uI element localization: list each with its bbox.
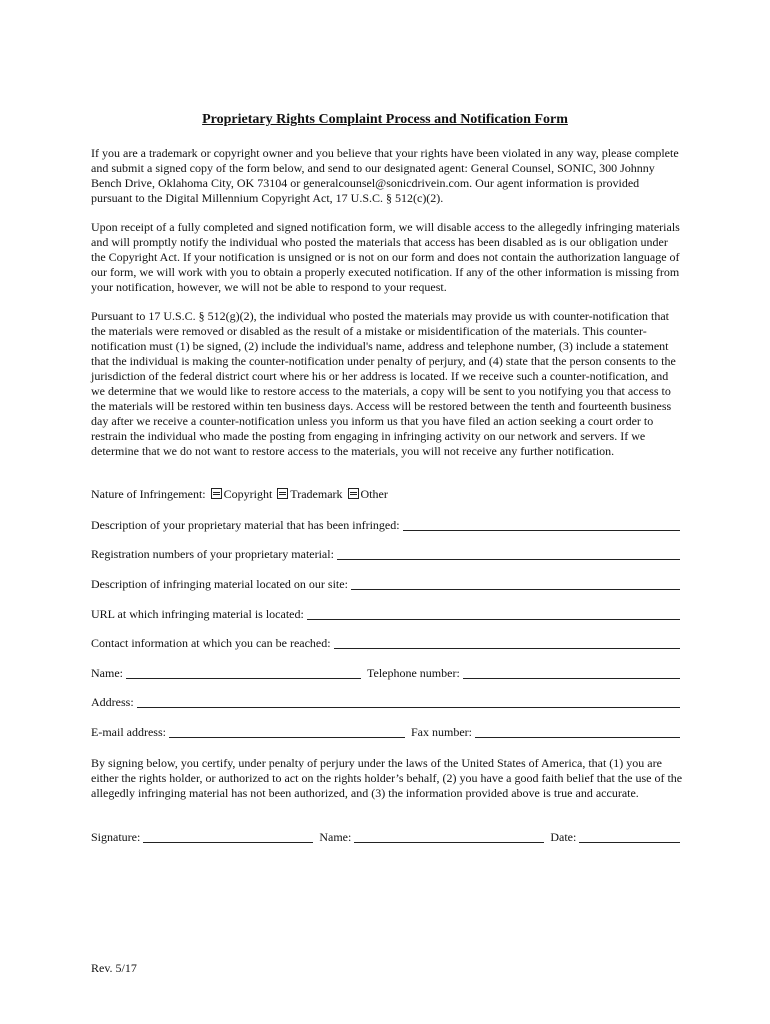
contact-label: Contact information at which you can be reached: <box>91 636 331 650</box>
nature-label: Nature of Infringement: <box>91 487 206 501</box>
address-row <box>91 694 680 710</box>
trademark-option-label: Trademark <box>290 487 343 501</box>
registration-row <box>91 546 680 562</box>
signature-field[interactable] <box>143 830 313 843</box>
date-label: Date: <box>550 830 577 844</box>
email-field[interactable] <box>169 725 405 738</box>
description-own-field[interactable] <box>403 518 680 531</box>
description-infringing-row <box>91 576 680 592</box>
intro-paragraph: If you are a trademark or copyright owner and you believe that your rights have been violated in any way, please complete and submit a signed copy of the form below, and send to our designated agent: General Counsel, SONIC, 300 Johnny Bench Drive, Oklahoma City, OK 73104 or generalcounsel@sonicdrivein.com. Our agent information is provided pursuant to the Digital Millennium Copyright Act, 17 U.S.C. § 512(c)(2). <box>91 146 679 205</box>
address-label: Address: <box>91 695 134 709</box>
name-label: Name: <box>91 666 123 680</box>
signature-name-label: Name: <box>319 830 352 844</box>
copyright-checkbox[interactable] <box>211 488 222 499</box>
telephone-label: Telephone number: <box>367 666 460 680</box>
url-field[interactable] <box>307 607 680 620</box>
copyright-option-label: Copyright <box>223 487 273 501</box>
receipt-paragraph: Upon receipt of a fully completed and signed notification form, we will disable access to the allegedly infringing materials and will promptly notify the individual who posted the materials that access has been disabled as is our obligation under the Copyright Act. If your notification is unsigned or is not on our form and does not contain the authorization language of our form, we will work with you to obtain a properly executed notification. If any of the other information is missing from your notification, however, we will not be able to respond to your request. <box>91 220 680 294</box>
page-title: Proprietary Rights Complaint Process and Notification Form <box>202 112 568 127</box>
signature-row <box>91 829 680 845</box>
email-fax-row <box>91 724 680 740</box>
trademark-checkbox[interactable] <box>277 488 288 499</box>
date-field[interactable] <box>579 830 680 843</box>
fax-field[interactable] <box>475 725 680 738</box>
address-field[interactable] <box>137 695 680 708</box>
email-label: E-mail address: <box>91 725 166 739</box>
name-field[interactable] <box>126 666 361 679</box>
description-own-label: Description of your proprietary material that has been infringed: <box>91 518 400 532</box>
signature-label: Signature: <box>91 830 141 844</box>
url-label: URL at which infringing material is located: <box>91 607 304 621</box>
description-infringing-label: Description of infringing material located on our site: <box>91 577 348 591</box>
description-own-row <box>91 517 680 533</box>
other-option-label: Other <box>360 487 388 501</box>
contact-row <box>91 635 680 651</box>
name-telephone-row <box>91 665 680 681</box>
other-checkbox[interactable] <box>348 488 359 499</box>
fax-label: Fax number: <box>410 725 472 739</box>
registration-label: Registration numbers of your proprietary material: <box>91 547 334 561</box>
contact-field[interactable] <box>334 636 680 649</box>
certification-paragraph: By signing below, you certify, under penalty of perjury under the laws of the United States of America, that (1) you are either the rights holder, or authorized to act on the rights holder’s behalf, (2) you have a good faith belief that the use of the allegedly infringing material has not been authorized, and (3) the information provided above is true and accurate. <box>91 756 683 800</box>
url-row <box>91 606 680 622</box>
telephone-field[interactable] <box>463 666 680 679</box>
counter-notification-paragraph: Pursuant to 17 U.S.C. § 512(g)(2), the individual who posted the materials may provide us with counter-notification that the materials were removed or disabled as the result of a mistake or misidentification of the materials. This counter-notification must (1) be signed, (2) include the individual's name, address and telephone number, (3) include a statement that the individual is making the counter-notification under penalty of perjury, and (4) state that the person consents to the jurisdiction of the federal district court where his or her address is located. If we receive such a counter-notification, and we determine that we would like to restore access to the materials, a copy will be sent to you notifying you that access to the materials will be restored within ten business days. Access will be restored between the tenth and fourteenth business day after we receive a counter-notification unless you inform us that you have filed an action seeking a court order to restrain the individual who made the posting from engaging in infringing activity on our network and servers. If we determine that we do not want to restore access to the materials, you will not receive any further notification. <box>91 309 676 458</box>
revision-footer: Rev. 5/17 <box>91 961 137 975</box>
signature-name-field[interactable] <box>354 830 544 843</box>
description-infringing-field[interactable] <box>351 577 680 590</box>
nature-of-infringement <box>91 487 388 502</box>
registration-field[interactable] <box>337 547 680 560</box>
